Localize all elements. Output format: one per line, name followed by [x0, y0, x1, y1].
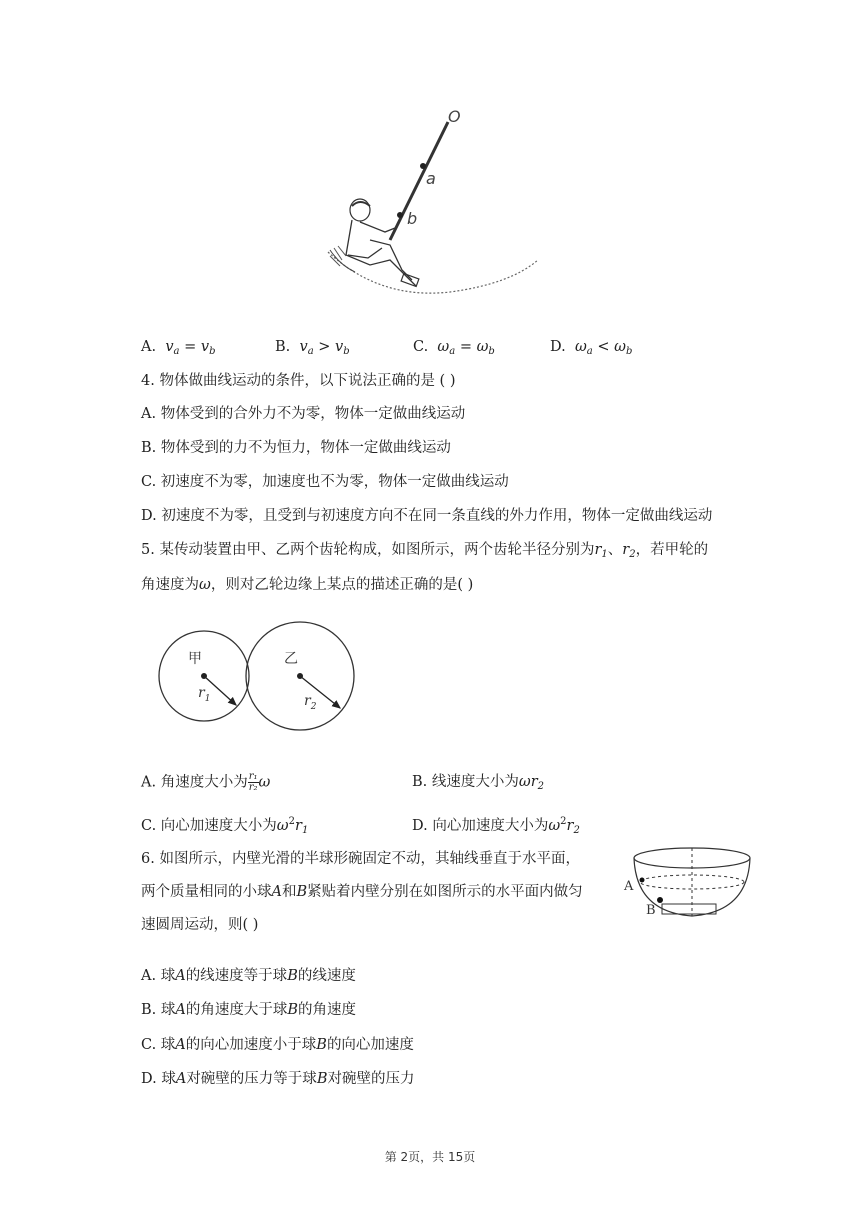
swing-figure — [320, 100, 550, 300]
q5-option-a: A. 角速度大小为 $\frac{\text{r₁}}{\text{r₂}}$ ω — [141, 771, 271, 793]
bowl-label-b: B — [646, 903, 656, 918]
q4-option-c: C. 初速度不为零，加速度也不为零，物体一定做曲线运动 — [141, 474, 509, 490]
q3-option-b: B. $v_a > v_b$ — [275, 339, 350, 357]
q4-option-b: B. 物体受到的力不为恒力，物体一定做曲线运动 — [141, 440, 451, 456]
gear-label-r2: $r_2$ — [304, 693, 317, 712]
q3-option-c: C. $\omega_a = \omega_b$ — [413, 339, 495, 357]
page-footer: 第 2页，共 15页 — [384, 1150, 476, 1164]
q3-option-d: D. $\omega_a < \omega_b$ — [550, 339, 633, 357]
q5-option-b: B. 线速度大小为$\omega r_2$ — [412, 774, 545, 792]
bowl-figure — [620, 842, 760, 922]
gear-label-jia: 甲 — [188, 651, 202, 667]
q5-option-d: D. 向心加速度大小为$\omega^2r_2$ — [412, 816, 580, 836]
gears-figure — [150, 615, 365, 740]
gear-label-r1: $r_1$ — [198, 685, 211, 704]
q6-option-c: C. 球A的向心加速度小于球B的向心加速度 — [141, 1037, 414, 1053]
q6-stem-line1: 6. 如图所示，内壁光滑的半球形碗固定不动，其轴线垂直于水平面， — [141, 851, 580, 867]
q5-stem-line2: 角速度为ω，则对乙轮边缘上某点的描述正确的是( ) — [141, 577, 474, 593]
swing-label-a: a — [426, 169, 436, 188]
q5-stem-line1: 5. 某传动装置由甲、乙两个齿轮构成，如图所示，两个齿轮半径分别为$r_1$、$r_2$，若甲轮的 — [141, 542, 709, 560]
gear-label-yi: 乙 — [284, 651, 298, 667]
q6-option-a: A. 球A的线速度等于球B的线速度 — [141, 968, 356, 984]
q4-option-d: D. 初速度不为零，且受到与初速度方向不在同一条直线的外力作用，物体一定做曲线运动 — [141, 508, 713, 524]
q6-option-b: B. 球A的角速度大于球B的角速度 — [141, 1002, 357, 1018]
swing-label-o: O — [448, 107, 461, 126]
q3-option-a: A. $v_a = v_b$ — [141, 339, 216, 357]
q6-stem-line2: 两个质量相同的小球A和B紧贴着内壁分别在如图所示的水平面内做匀 — [141, 884, 583, 900]
q6-option-d: D. 球A对碗壁的压力等于球B对碗壁的压力 — [141, 1071, 415, 1087]
q4-stem: 4. 物体做曲线运动的条件，以下说法正确的是 ( ) — [141, 373, 456, 389]
q5-option-c: C. 向心加速度大小为$\omega^2r_1$ — [141, 816, 309, 836]
q6-stem-line3: 速圆周运动，则( ) — [141, 917, 259, 933]
bowl-label-a: A — [624, 879, 634, 894]
q4-option-a: A. 物体受到的合外力不为零，物体一定做曲线运动 — [141, 406, 466, 422]
swing-label-b: b — [407, 209, 418, 228]
